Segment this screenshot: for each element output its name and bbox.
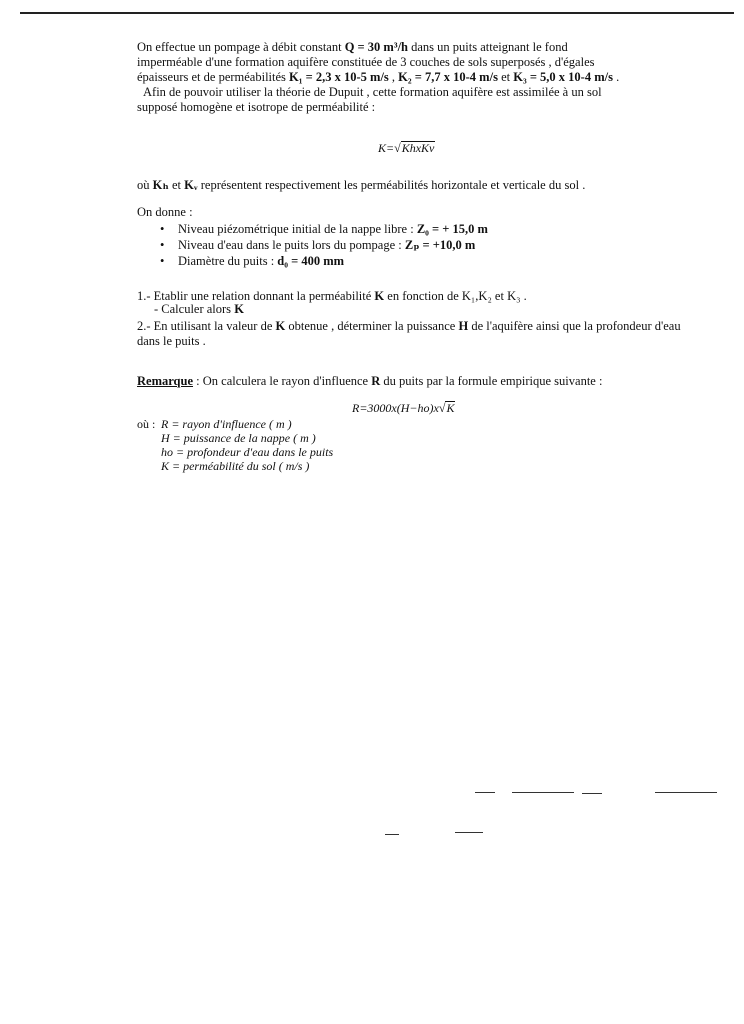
scan-mark <box>455 832 483 833</box>
question-1-sub: - Calculer alors K <box>154 302 244 316</box>
given-list <box>160 222 488 270</box>
top-edge-line <box>20 12 734 14</box>
question-1: 1.- Etablir une relation donnant la perméabilité K en fonction de K₁,K₂ et K₃ . <box>137 289 527 303</box>
variable-definitions: où : R = rayon d'influence ( m ) H = puissance de la nappe ( m ) ho = profondeur d'eau dans le puits K = perméabilité du sol ( m/s ) <box>137 417 334 473</box>
list-item: • Diamètre du puits : d₀ = 400 mm <box>160 254 488 270</box>
radius-equation: R=3000x(H−ho)x√K <box>352 401 455 415</box>
permeability-meaning: où Kₕ et Kᵥ représentent respectivement les perméabilités horizontale et verticale du sol . <box>137 178 586 192</box>
list-item: • Niveau d'eau dans le puits lors du pompage : Zₚ = +10,0 m <box>160 238 488 254</box>
scan-mark <box>655 792 717 793</box>
permeability-equation: K=√KhxKv <box>378 141 435 155</box>
question-2: 2.- En utilisant la valeur de K obtenue , déterminer la puissance H de l'aquifère ainsi que la profondeur d'eau dans le puits . <box>137 319 681 348</box>
scan-mark <box>582 793 602 794</box>
scan-mark <box>512 792 574 793</box>
remark: Remarque : On calculera le rayon d'influence R du puits par la formule empirique suivante : <box>137 374 603 388</box>
given-title: On donne : <box>137 205 193 219</box>
intro-paragraph: On effectue un pompage à débit constant Q = 30 m³/h dans un puits atteignant le fond imperméable d'une formation aquifère constituée de 3 couches de sols superposés , d'égales épaisseurs et de perméabilités K₁ = 2,3 x 10-5 m/s , K₂ = 7,7 x 10-4 m/s et K₃ = 5,0 x 10-4 m/s . Afin de pouvoir utiliser la théorie de Dupuit , cette formation aquifère est assimilée à un sol supposé homogène et isotrope de perméabilité : <box>137 40 620 114</box>
scan-mark <box>385 834 399 835</box>
scan-mark <box>475 792 495 793</box>
list-item: • Niveau piézométrique initial de la nappe libre : Z₀ = + 15,0 m <box>160 222 488 238</box>
